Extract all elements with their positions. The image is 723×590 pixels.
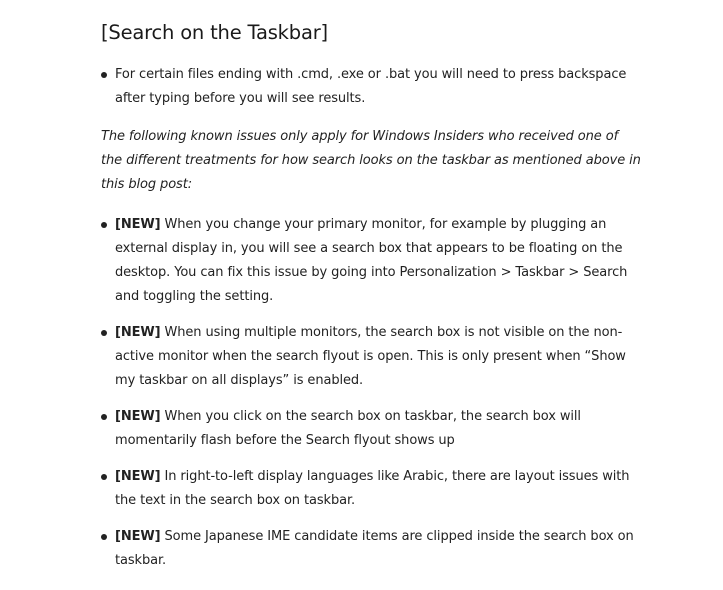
bullet-icon: [101, 414, 107, 420]
list-item: [101, 405, 641, 453]
list-item-text: When using multiple monitors, the search box is not visible on the non-active monitor when the search flyout is open. This is only present when “Show my taskbar on all displays” is enabled.: [115, 325, 626, 388]
bullet-icon: [101, 330, 107, 336]
list-item: [101, 63, 641, 111]
list-item-text: When you click on the search box on taskbar, the search box will momentarily flash before the Search flyout shows up: [115, 409, 581, 448]
known-issues-list: [101, 213, 641, 573]
new-tag: [NEW]: [115, 409, 161, 424]
list-item: [101, 525, 641, 573]
general-issues-list: [101, 63, 641, 111]
new-tag: [NEW]: [115, 529, 161, 544]
bullet-icon: [101, 72, 107, 78]
article-content: [101, 18, 641, 585]
new-tag: [NEW]: [115, 325, 161, 340]
list-item-text: When you change your primary monitor, for example by plugging an external display in, you will see a search box that appears to be floating on the desktop. You can fix this issue by going into Personalization > Taskbar > Search and toggling the setting.: [115, 217, 628, 304]
intro-paragraph: The following known issues only apply for Windows Insiders who received one of the different treatments for how search looks on the taskbar as mentioned above in this blog post:: [101, 129, 641, 192]
list-item-text: For certain files ending with .cmd, .exe or .bat you will need to press backspace after typing before you will see results.: [115, 67, 627, 106]
list-item: [101, 465, 641, 513]
list-item-text: In right-to-left display languages like Arabic, there are layout issues with the text in the search box on taskbar.: [115, 469, 630, 508]
section-heading: [Search on the Taskbar]: [101, 21, 328, 44]
bullet-icon: [101, 222, 107, 228]
list-item-text: Some Japanese IME candidate items are clipped inside the search box on taskbar.: [115, 529, 634, 568]
list-item: [101, 213, 641, 309]
bullet-icon: [101, 474, 107, 480]
list-item: [101, 321, 641, 393]
bullet-icon: [101, 534, 107, 540]
new-tag: [NEW]: [115, 469, 161, 484]
new-tag: [NEW]: [115, 217, 161, 232]
